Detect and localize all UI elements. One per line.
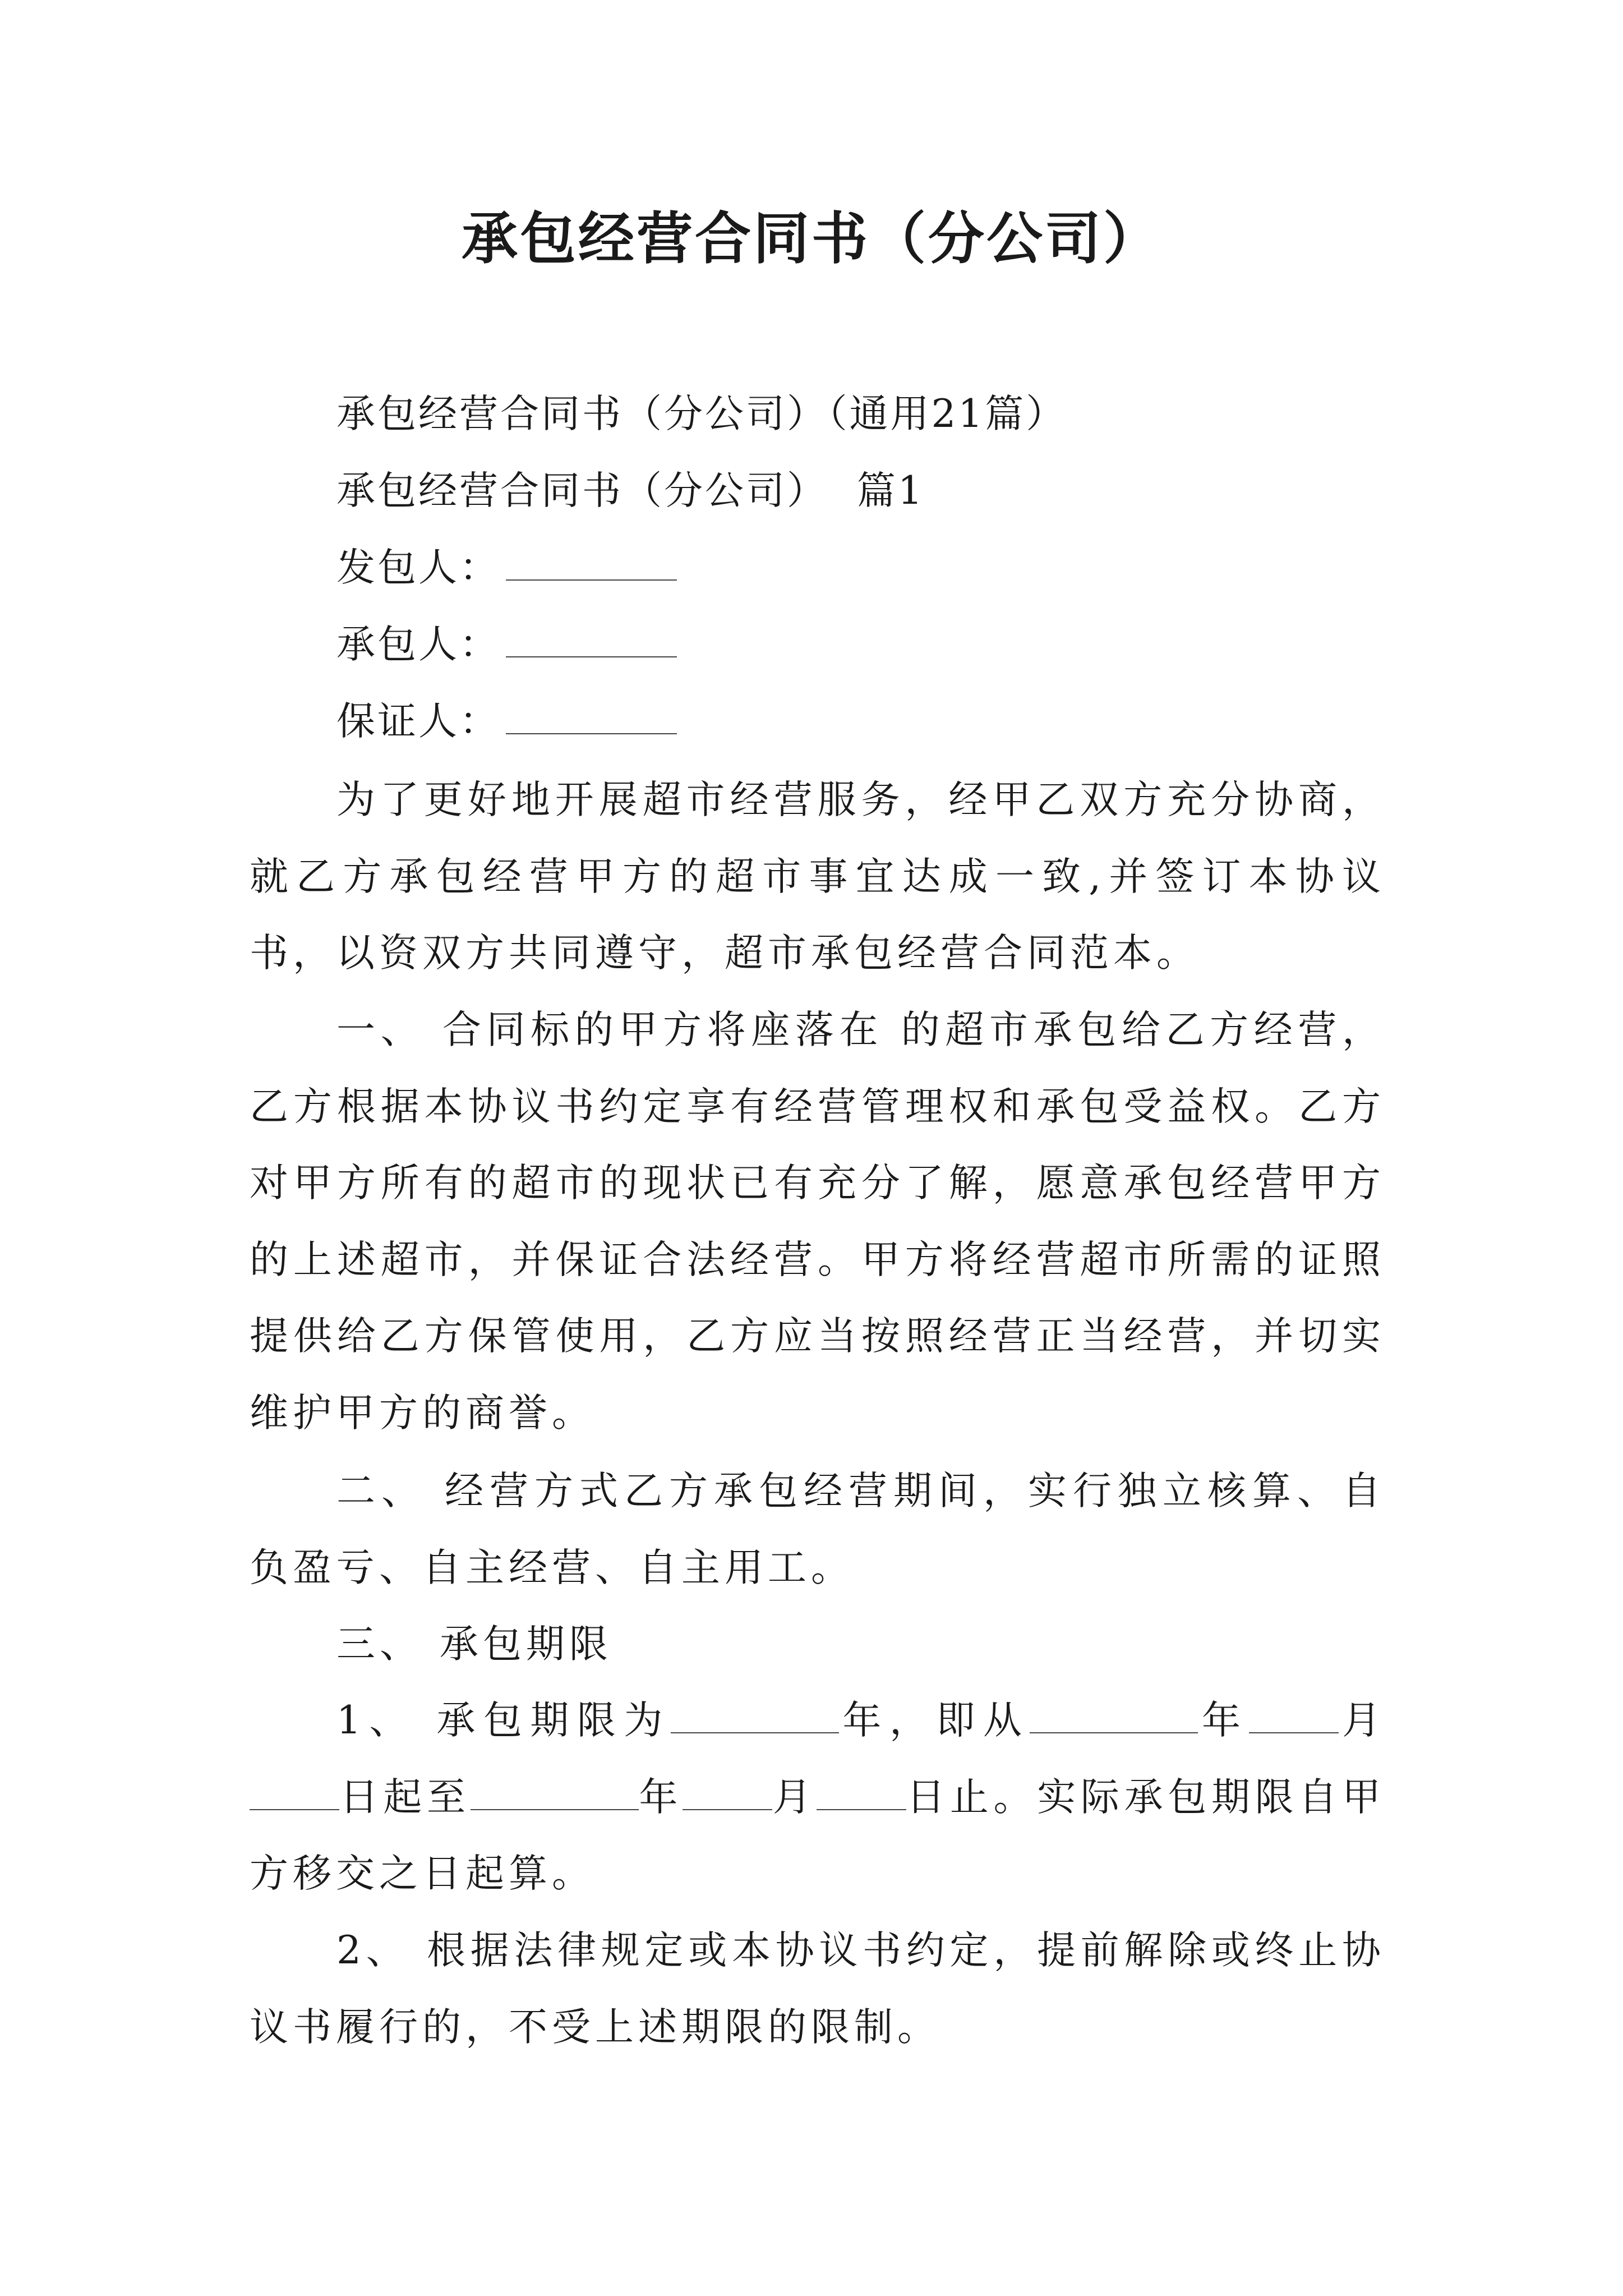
end-year-label: 年 <box>638 1774 683 1820</box>
end-year-blank <box>471 1775 639 1810</box>
contractor-label: 承包人： <box>336 622 500 667</box>
start-month-blank <box>1249 1699 1339 1733</box>
start-day-blank <box>250 1775 339 1810</box>
clause-1-paragraph: 一、 合同标的甲方将座落在 的超市承包给乙方经营，乙方根据本协议书约定享有经营管理权和承包受益权。乙方对甲方所有的超市的现状已有充分了解，愿意承包经营甲方的上述超市，并保证合法经营。甲方将经营超市所需的证照提供给乙方保管使用，乙方应当按照经营正当经营，并切实维护甲方的商誉。 <box>250 1007 1385 1435</box>
start-day-label: 日起至 <box>339 1774 471 1820</box>
guarantor-label: 保证人： <box>336 699 500 744</box>
guarantor-blank <box>506 700 677 734</box>
start-month-label: 月 <box>1338 1698 1386 1743</box>
clause-3-1-paragraph <box>250 1682 1385 1912</box>
start-year-label: 年 <box>1198 1698 1249 1743</box>
end-day-blank <box>817 1775 906 1810</box>
end-month-blank <box>683 1775 772 1810</box>
clause-3-1-lead: 1、 承包期限为 <box>336 1698 671 1743</box>
section-heading: 承包经营合同书（分公司） 篇1 <box>336 468 925 513</box>
term-years-blank <box>671 1699 839 1733</box>
end-day-label: 日止。实际承包期限自甲方移交之日起算。 <box>250 1774 1386 1896</box>
employer-label: 发包人： <box>336 545 500 590</box>
clause-3-heading: 三、 承包期限 <box>336 1622 612 1667</box>
document-title: 承包经营合同书（分公司） <box>462 205 1161 272</box>
contractor-line <box>336 616 677 673</box>
document-subtitle: 承包经营合同书（分公司）（通用21篇） <box>336 392 1067 436</box>
contractor-blank <box>506 623 677 657</box>
clause-2-paragraph: 二、 经营方式乙方承包经营期间，实行独立核算、自负盈亏、自主经营、自主用工。 <box>250 1469 1385 1590</box>
clause-3-2-paragraph: 2、 根据法律规定或本协议书约定，提前解除或终止协议书履行的，不受上述期限的限制。 <box>250 1928 1385 2050</box>
start-year-blank <box>1030 1699 1198 1733</box>
clause-3-1-year-word: 年，即从 <box>838 1698 1030 1743</box>
guarantor-line <box>336 693 677 749</box>
employer-blank <box>506 546 677 581</box>
end-month-label: 月 <box>772 1774 817 1820</box>
employer-line <box>336 540 677 596</box>
intro-paragraph: 为了更好地开展超市经营服务，经甲乙双方充分协商，就乙方承包经营甲方的超市事宜达成一致,并签订本协议书，以资双方共同遵守，超市承包经营合同范本。 <box>250 777 1385 976</box>
